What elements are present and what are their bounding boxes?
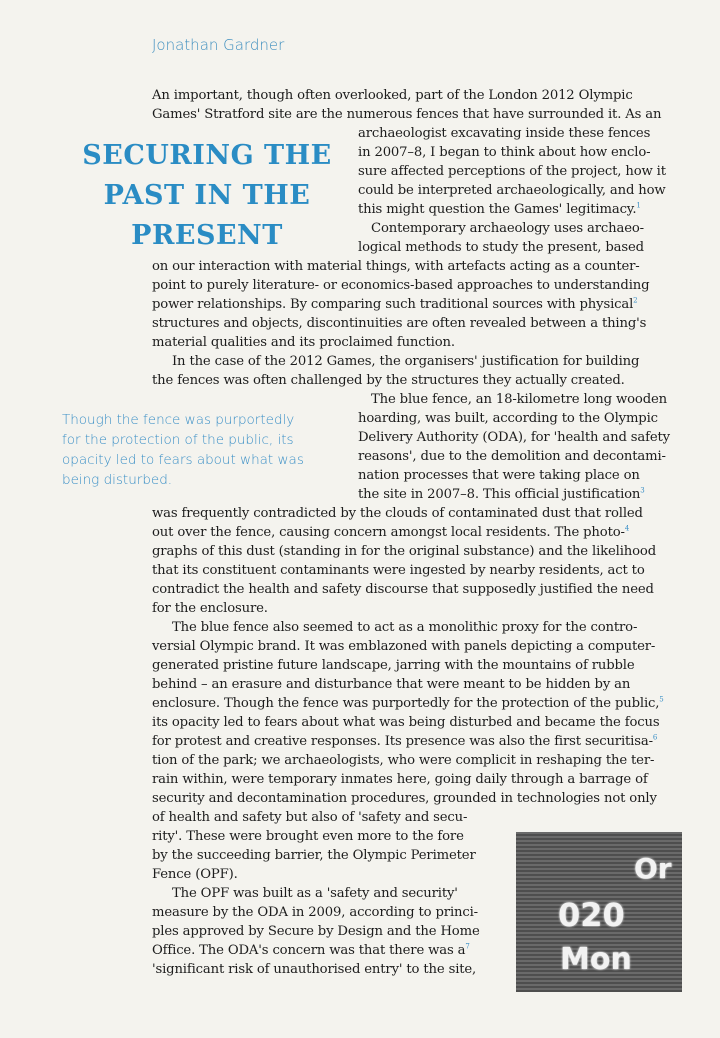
pull-quote bbox=[62, 410, 322, 490]
sign-text: 020 bbox=[558, 896, 625, 934]
body-line-text: of health and safety but also of 'safety and secu- bbox=[152, 810, 468, 825]
body-line-text: logical methods to study the present, based bbox=[358, 240, 644, 255]
body-line bbox=[358, 200, 641, 219]
body-line-text: versial Olympic brand. It was emblazoned with panels depicting a computer- bbox=[152, 639, 656, 654]
body-line bbox=[358, 466, 640, 485]
body-line bbox=[152, 941, 470, 960]
body-line bbox=[358, 238, 644, 257]
body-line-text: was frequently contradicted by the clouds of contaminated dust that rolled bbox=[152, 506, 643, 521]
pull-quote-line: for the protection of the public, its bbox=[62, 432, 294, 448]
footnote-marker: 2 bbox=[633, 296, 638, 305]
body-line bbox=[172, 618, 637, 637]
body-line-text: rity'. These were brought even more to the fore bbox=[152, 829, 464, 844]
body-line-text: behind – an erasure and disturbance that were meant to be hidden by an bbox=[152, 677, 631, 692]
body-line bbox=[152, 295, 637, 314]
body-line bbox=[358, 143, 650, 162]
article-title bbox=[72, 136, 342, 256]
footnote-marker: 5 bbox=[659, 695, 664, 704]
title-line: SECURING THE bbox=[82, 140, 332, 171]
body-line-text: The OPF was built as a 'safety and security' bbox=[172, 886, 458, 901]
body-line bbox=[358, 162, 666, 181]
body-line-text: graphs of this dust (standing in for the original substance) and the likelihood bbox=[152, 544, 656, 559]
body-line-text: enclosure. Though the fence was purportedly for the protection of the public, bbox=[152, 696, 660, 711]
body-line-text: material qualities and its proclaimed function. bbox=[152, 335, 455, 350]
sign-photo bbox=[516, 832, 682, 992]
body-line bbox=[152, 922, 480, 941]
body-line bbox=[152, 542, 656, 561]
body-line-text: in 2007–8, I began to think about how enclo- bbox=[358, 145, 651, 160]
body-line-text: archaeologist excavating inside these fences bbox=[358, 126, 651, 141]
body-line-text: In the case of the 2012 Games, the organisers' justification for building bbox=[172, 354, 640, 369]
body-line bbox=[172, 884, 458, 903]
body-line-text: security and decontamination procedures, grounded in technologies not only bbox=[152, 791, 657, 806]
body-line-text: point to purely literature- or economics-based approaches to understanding bbox=[152, 278, 650, 293]
body-line bbox=[358, 428, 670, 447]
body-line-text: generated pristine future landscape, jarring with the mountains of rubble bbox=[152, 658, 635, 673]
body-line-text: tion of the park; we archaeologists, who were complicit in reshaping the ter- bbox=[152, 753, 655, 768]
body-line bbox=[152, 865, 238, 884]
title-line: PRESENT bbox=[131, 220, 283, 251]
body-line bbox=[152, 694, 664, 713]
footnote-marker: 6 bbox=[652, 733, 658, 742]
body-line bbox=[152, 504, 643, 523]
body-line-text: 'significant risk of unauthorised entry' to the site, bbox=[152, 962, 477, 977]
body-line bbox=[152, 599, 268, 618]
body-line bbox=[152, 808, 467, 827]
body-line-text: The blue fence, an 18-kilometre long wooden bbox=[371, 392, 667, 407]
footnote-marker: 1 bbox=[636, 201, 641, 210]
body-line bbox=[172, 352, 639, 371]
body-line bbox=[152, 561, 645, 580]
body-line-text: that its constituent contaminants were ingested by nearby residents, act to bbox=[152, 563, 645, 578]
body-line-text: Contemporary archaeology uses archaeo- bbox=[371, 221, 644, 236]
body-line-text: the fences was often challenged by the structures they actually created. bbox=[152, 373, 625, 388]
body-line-text: hoarding, was built, according to the Olympic bbox=[358, 411, 658, 426]
title-line: PAST IN THE bbox=[103, 180, 311, 211]
body-line bbox=[358, 447, 666, 466]
body-line-text: ples approved by Secure by Design and the Home bbox=[152, 924, 480, 939]
pull-quote-line: opacity led to fears about what was bbox=[62, 452, 304, 468]
body-line bbox=[152, 789, 657, 808]
body-line-text: by the succeeding barrier, the Olympic Perimeter bbox=[152, 848, 476, 863]
body-line-text: on our interaction with material things, with artefacts acting as a counter- bbox=[152, 259, 640, 274]
footnote-marker: 3 bbox=[640, 486, 645, 495]
body-line bbox=[152, 960, 476, 979]
body-line-text: sure affected perceptions of the project, how it bbox=[358, 164, 666, 179]
body-line-text: for the enclosure. bbox=[152, 601, 268, 616]
body-line bbox=[371, 219, 644, 238]
body-line-text: this might question the Games' legitimacy. bbox=[358, 202, 637, 217]
pull-quote-line: Though the fence was purportedly bbox=[62, 412, 295, 428]
body-line-text: nation processes that were taking place on bbox=[358, 468, 640, 483]
body-line bbox=[358, 181, 666, 200]
body-line-text: Fence (OPF). bbox=[152, 867, 238, 882]
body-line bbox=[152, 105, 661, 124]
body-line-text: the site in 2007–8. This official justification bbox=[358, 487, 641, 502]
body-line-text: Delivery Authority (ODA), for 'health and safety bbox=[358, 430, 670, 445]
body-line bbox=[152, 675, 630, 694]
body-line-text: power relationships. By comparing such traditional sources with physical bbox=[152, 297, 634, 312]
body-line bbox=[152, 333, 455, 352]
body-line bbox=[358, 485, 645, 504]
body-line bbox=[371, 390, 667, 409]
body-line-text: An important, though often overlooked, part of the London 2012 Olympic bbox=[152, 88, 633, 103]
body-line-text: reasons', due to the demolition and decontami- bbox=[358, 449, 666, 464]
body-line bbox=[152, 257, 640, 276]
body-line bbox=[358, 409, 658, 428]
pull-quote-line: being disturbed. bbox=[62, 472, 173, 488]
body-line bbox=[152, 903, 478, 922]
body-line bbox=[152, 371, 625, 390]
body-line bbox=[152, 827, 464, 846]
footnote-marker: 4 bbox=[624, 524, 630, 533]
footnote-marker: 7 bbox=[465, 942, 470, 951]
body-line bbox=[358, 124, 650, 143]
body-line bbox=[152, 751, 654, 770]
body-line-text: its opacity led to fears about what was being disturbed and became the focus bbox=[152, 715, 660, 730]
body-line bbox=[152, 637, 655, 656]
body-line-text: rain within, were temporary inmates here, going daily through a barrage of bbox=[152, 772, 648, 787]
body-line bbox=[152, 86, 633, 105]
body-line bbox=[152, 580, 654, 599]
body-line-text: contradict the health and safety discourse that supposedly justified the need bbox=[152, 582, 654, 597]
body-line bbox=[152, 732, 657, 751]
body-line-text: Office. The ODA's concern was that there was a bbox=[152, 943, 466, 958]
sign-text: Or bbox=[634, 852, 672, 885]
body-line bbox=[152, 770, 648, 789]
body-line-text: Games' Stratford site are the numerous fences that have surrounded it. As an bbox=[152, 107, 662, 122]
body-line bbox=[152, 846, 476, 865]
body-line bbox=[152, 523, 629, 542]
body-line-text: out over the fence, causing concern amongst local residents. The photo- bbox=[152, 525, 625, 540]
body-line-text: could be interpreted archaeologically, and how bbox=[358, 183, 666, 198]
body-line bbox=[152, 713, 659, 732]
body-line-text: The blue fence also seemed to act as a monolithic proxy for the contro- bbox=[172, 620, 638, 635]
body-line bbox=[152, 656, 635, 675]
sign-text: Mon bbox=[560, 942, 632, 977]
body-line-text: for protest and creative responses. Its presence was also the first securitisa- bbox=[152, 734, 653, 749]
body-line bbox=[152, 314, 646, 333]
body-line-text: measure by the ODA in 2009, according to princi- bbox=[152, 905, 478, 920]
body-line-text: structures and objects, discontinuities are often revealed between a thing's bbox=[152, 316, 647, 331]
author-byline: Jonathan Gardner bbox=[152, 36, 285, 54]
body-line bbox=[152, 276, 649, 295]
